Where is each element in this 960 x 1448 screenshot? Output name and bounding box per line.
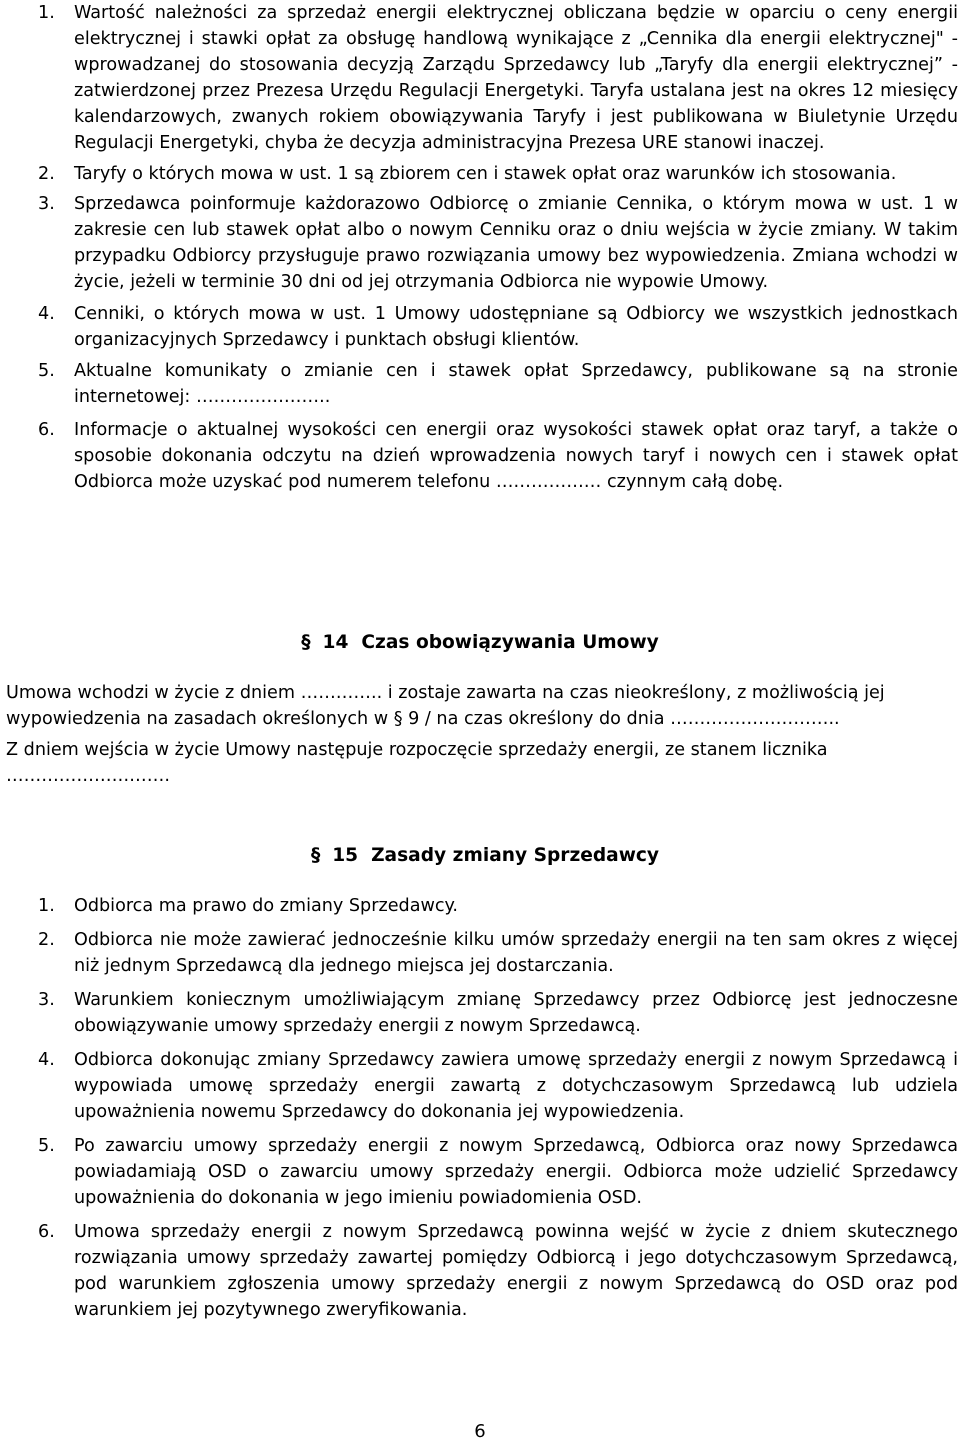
item-number: 2. — [38, 930, 55, 950]
contract-duration-section — [6, 680, 952, 794]
paragraph: Umowa wchodzi w życie z dniem ………….. i zostaje zawarta na czas nieokreślony, z możliwością jej wypowiedzenia na zasadach określonych w § 9 / na czas określony do dnia ……………………….. — [6, 683, 885, 729]
list-item — [6, 358, 958, 410]
item-number: 3. — [38, 990, 55, 1010]
item-number: 6. — [38, 1222, 55, 1242]
section-heading-14 — [0, 629, 960, 657]
item-number: 2. — [38, 164, 55, 184]
item-number: 4. — [38, 304, 55, 324]
heading-number: 15 — [332, 845, 359, 866]
list-item — [6, 987, 958, 1039]
item-text: Sprzedawca poinformuje każdorazowo Odbiorcę o zmianie Cennika, o którym mowa w ust. 1 w zakresie cen lub stawek opłat albo o nowym Cenniku oraz o dniu wejścia w życie zmiany. W takim przypadku Odbiorcy przysługuje prawo rozwiązania umowy bez wypowiedzenia. Zmiana wchodzi w życie, jeżeli w terminie 30 dni od jej otrzymania Odbiorca nie wypowie Umowy. — [74, 194, 958, 292]
item-number: 3. — [38, 194, 55, 214]
item-text: Cenniki, o których mowa w ust. 1 Umowy udostępniane są Odbiorcy we wszystkich jednostkach organizacyjnych Sprzedawcy i punktach obsługi klientów. — [74, 304, 958, 350]
item-number: 1. — [38, 896, 55, 916]
page-number: 6 — [474, 1421, 486, 1442]
list-item — [6, 417, 958, 495]
item-number: 4. — [38, 1050, 55, 1070]
item-text: Odbiorca ma prawo do zmiany Sprzedawcy. — [74, 896, 459, 916]
paragraph-symbol: § — [310, 845, 321, 866]
section-heading-15 — [10, 842, 960, 870]
heading-title: Czas obowiązywania Umowy — [361, 632, 659, 653]
list-item — [6, 191, 958, 295]
paragraph: Z dniem wejścia w życie Umowy następuje rozpoczęcie sprzedaży energii, ze stanem licznika ………………………. — [6, 740, 828, 786]
list-item — [6, 893, 958, 919]
item-number: 1. — [38, 3, 55, 23]
list-item — [6, 1219, 958, 1323]
item-text: Umowa sprzedaży energii z nowym Sprzedawcą powinna wejść w życie z dniem skutecznego rozwiązania umowy sprzedaży zawartej pomiędzy Odbiorcą i jego dotychczasowym Sprzedawcą, pod warunkiem zgłoszenia umowy sprzedaży energii z nowym Sprzedawcą do OSD oraz pod warunkiem jej pozytywnego zweryfikowania. — [74, 1222, 958, 1320]
list-item — [6, 0, 958, 156]
item-text: Aktualne komunikaty o zmianie cen i stawek opłat Sprzedawcy, publikowane są na stronie internetowej: ………………….. — [74, 361, 958, 407]
list-item — [6, 161, 958, 187]
list-item — [6, 1133, 958, 1211]
item-text: Warunkiem koniecznym umożliwiającym zmianę Sprzedawcy przez Odbiorcę jest jednoczesne obowiązywanie umowy sprzedaży energii z nowym Sprzedawcą. — [74, 990, 958, 1036]
heading-number: 14 — [322, 632, 349, 653]
heading-title: Zasady zmiany Sprzedawcy — [371, 845, 660, 866]
list-item — [6, 927, 958, 979]
list-item — [6, 1047, 958, 1125]
item-text: Wartość należności za sprzedaż energii elektrycznej obliczana będzie w oparciu o ceny energii elektrycznej i stawki opłat za obsługę handlową wynikające z „Cennika dla energii elektrycznej" - wprowadzanej do stosowania decyzją Zarządu Sprzedawcy lub „Taryfy dla energii elektrycznej” -zatwierdzonej przez Prezesa Urzędu Regulacji Energetyki. Taryfa ustalana jest na okres 12 miesięcy kalendarzowych, zwanych rokiem obowiązywania Taryfy i jest publikowana w Biuletynie Urzędu Regulacji Energetyki, chyba że decyzja administracyjna Prezesa URE stanowi inaczej. — [74, 3, 958, 153]
paragraph-symbol: § — [301, 632, 311, 653]
list-item — [6, 301, 958, 353]
item-text: Odbiorca dokonując zmiany Sprzedawcy zawiera umowę sprzedaży energii z nowym Sprzedawcą i wypowiada umowę sprzedaży energii zawartą z dotychczasowym Sprzedawcą lub udziela upoważnienia nowemu Sprzedawcy do dokonania jej wypowiedzenia. — [74, 1050, 958, 1122]
pricing-clauses-list — [6, 0, 958, 502]
item-number: 5. — [38, 361, 55, 381]
item-text: Informacje o aktualnej wysokości cen energii oraz wysokości stawek opłat oraz taryf, a także o sposobie dokonania odczytu na dzień wprowadzenia nowych taryf i nowych cen i stawek opłat Odbiorca może uzyskać pod numerem telefonu ……………… czynnym całą dobę. — [74, 420, 958, 492]
supplier-change-list — [6, 893, 958, 1331]
item-text: Odbiorca nie może zawierać jednocześnie kilku umów sprzedaży energii na ten sam okres z więcej niż jednym Sprzedawcą dla jednego miejsca jej dostarczania. — [74, 930, 958, 976]
item-text: Taryfy o których mowa w ust. 1 są zbiorem cen i stawek opłat oraz warunków ich stosowania. — [74, 164, 897, 184]
item-number: 5. — [38, 1136, 55, 1156]
item-number: 6. — [38, 420, 55, 440]
item-text: Po zawarciu umowy sprzedaży energii z nowym Sprzedawcą, Odbiorca oraz nowy Sprzedawca powiadamiają OSD o zawarciu umowy sprzedaży energii. Odbiorca może udzielić Sprzedawcy upoważnienia do dokonania w jego imieniu powiadomienia OSD. — [74, 1136, 958, 1208]
